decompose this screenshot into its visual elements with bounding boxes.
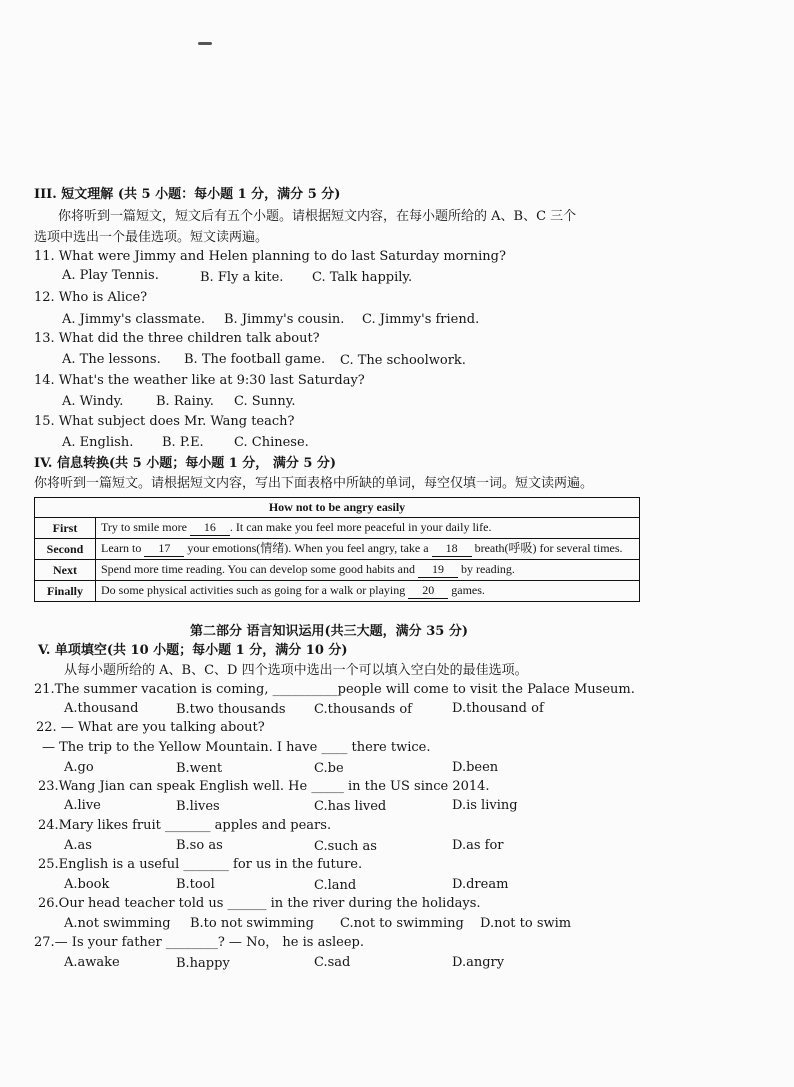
q23-option-d: D.is living	[452, 798, 518, 813]
q21-option-b: B.two thousands	[176, 702, 286, 717]
q27-option-b: B.happy	[176, 956, 230, 971]
row-text: . It can make you feel more peaceful in your daily life.	[229, 520, 492, 534]
scan-speck	[198, 42, 212, 45]
question-27: 27.— Is your father ________? — No， he is asleep.	[34, 935, 364, 950]
q24-option-c: C.such as	[314, 839, 377, 854]
q14-option-b: B. Rainy.	[156, 394, 214, 409]
question-24: 24.Mary likes fruit _______ apples and pears.	[38, 818, 332, 833]
table-row	[35, 518, 640, 539]
q15-option-b: B. P.E.	[162, 435, 204, 450]
q15-option-a: A. English.	[62, 435, 134, 450]
q22-option-a: A.go	[64, 760, 94, 775]
q14-option-c: C. Sunny.	[234, 394, 296, 409]
q11-option-b: B. Fly a kite.	[200, 270, 284, 285]
blank-18: 18	[432, 541, 472, 557]
blank-19: 19	[418, 562, 458, 578]
q23-option-c: C.has lived	[314, 799, 387, 814]
blank-16: 16	[190, 520, 230, 536]
row-key: First	[35, 518, 96, 539]
part2-title: 第二部分 语言知识运用(共三大题，满分 35 分)	[190, 624, 468, 639]
q15-option-c: C. Chinese.	[234, 435, 309, 450]
question-15: 15. What subject does Mr. Wang teach?	[34, 414, 295, 429]
row-text: Spend more time reading. You can develop some good habits and	[101, 562, 415, 576]
table-row	[35, 581, 640, 602]
section3-title: III. 短文理解 (共 5 小题：每小题 1 分，满分 5 分)	[34, 187, 341, 202]
section5-title: V. 单项填空(共 10 小题；每小题 1 分，满分 10 分)	[38, 643, 348, 658]
section3-instruction-2: 选项中选出一个最佳选项。短文读两遍。	[34, 230, 269, 245]
row-content	[96, 518, 640, 539]
q26-option-a: A.not swimming	[64, 916, 171, 931]
q12-option-b: B. Jimmy's cousin.	[224, 312, 345, 327]
q23-option-a: A.live	[64, 798, 101, 813]
table-row	[35, 560, 640, 581]
table-title-row	[35, 498, 640, 518]
q11-option-c: C. Talk happily.	[312, 270, 413, 285]
question-14: 14. What's the weather like at 9:30 last Saturday?	[34, 373, 365, 388]
section5-instruction: 从每小题所给的 A、B、C、D 四个选项中选出一个可以填入空白处的最佳选项。	[64, 663, 528, 678]
q21-option-a: A.thousand	[64, 701, 139, 716]
q22-option-b: B.went	[176, 761, 223, 776]
q21-option-d: D.thousand of	[452, 701, 544, 716]
row-key: Finally	[35, 581, 96, 602]
q27-option-c: C.sad	[314, 955, 351, 970]
question-22-line-1: 22. — What are you talking about?	[36, 720, 265, 735]
question-13: 13. What did the three children talk about?	[34, 331, 320, 346]
table-title: How not to be angry easily	[35, 498, 640, 518]
blank-17: 17	[144, 541, 184, 557]
row-text: Do some physical activities such as going for a walk or playing	[101, 583, 406, 597]
q23-option-b: B.lives	[176, 799, 220, 814]
info-transfer-table	[34, 497, 640, 602]
q14-option-a: A. Windy.	[62, 394, 124, 409]
row-text: Learn to	[101, 541, 142, 555]
row-text: Try to smile more	[101, 520, 187, 534]
q21-option-c: C.thousands of	[314, 702, 412, 717]
q27-option-a: A.awake	[64, 955, 120, 970]
row-text: games.	[451, 583, 485, 597]
q13-option-a: A. The lessons.	[62, 352, 161, 367]
q13-option-b: B. The football game.	[184, 352, 326, 367]
q11-option-a: A. Play Tennis.	[62, 268, 159, 283]
q26-option-c: C.not to swimming	[340, 916, 464, 931]
q27-option-d: D.angry	[452, 955, 505, 970]
q22-option-d: D.been	[452, 760, 499, 775]
row-content	[96, 560, 640, 581]
question-11: 11. What were Jimmy and Helen planning to do last Saturday morning?	[34, 249, 506, 264]
row-text: by reading.	[460, 562, 515, 576]
q25-option-c: C.land	[314, 878, 357, 893]
q26-option-b: B.to not swimming	[190, 916, 314, 931]
question-25: 25.English is a useful _______ for us in the future.	[38, 857, 363, 872]
question-22-line-2: — The trip to the Yellow Mountain. I have ____ there twice.	[42, 740, 431, 755]
q25-option-b: B.tool	[176, 877, 215, 892]
section4-instruction: 你将听到一篇短文。请根据短文内容，写出下面表格中所缺的单词，每空仅填一词。短文读两遍。	[34, 476, 594, 491]
q12-option-a: A. Jimmy's classmate.	[62, 312, 206, 327]
q12-option-c: C. Jimmy's friend.	[362, 312, 480, 327]
section3-instruction-1: 你将听到一篇短文，短文后有五个小题。请根据短文内容，在每小题所给的 A、B、C 三个	[58, 209, 577, 224]
q24-option-a: A.as	[64, 838, 92, 853]
row-key: Next	[35, 560, 96, 581]
row-key: Second	[35, 539, 96, 560]
row-content	[96, 581, 640, 602]
section4-title: IV. 信息转换(共 5 小题；每小题 1 分， 满分 5 分)	[34, 456, 337, 471]
q25-option-a: A.book	[64, 877, 110, 892]
question-12: 12. Who is Alice?	[34, 290, 148, 305]
q24-option-b: B.so as	[176, 838, 223, 853]
q24-option-d: D.as for	[452, 838, 504, 853]
row-text: breath(呼吸) for several times.	[474, 541, 623, 555]
q13-option-c: C. The schoolwork.	[340, 353, 466, 368]
blank-20: 20	[408, 583, 448, 599]
q25-option-d: D.dream	[452, 877, 509, 892]
row-text: your emotions(情绪). When you feel angry, take a	[187, 541, 429, 555]
q26-option-d: D.not to swim	[480, 916, 572, 931]
question-21: 21.The summer vacation is coming, __________people will come to visit the Palace Museum.	[34, 682, 635, 697]
question-23: 23.Wang Jian can speak English well. He _____ in the US since 2014.	[38, 779, 490, 794]
row-content	[96, 539, 640, 560]
q22-option-c: C.be	[314, 761, 344, 776]
question-26: 26.Our head teacher told us ______ in the river during the holidays.	[38, 896, 481, 911]
table-row	[35, 539, 640, 560]
